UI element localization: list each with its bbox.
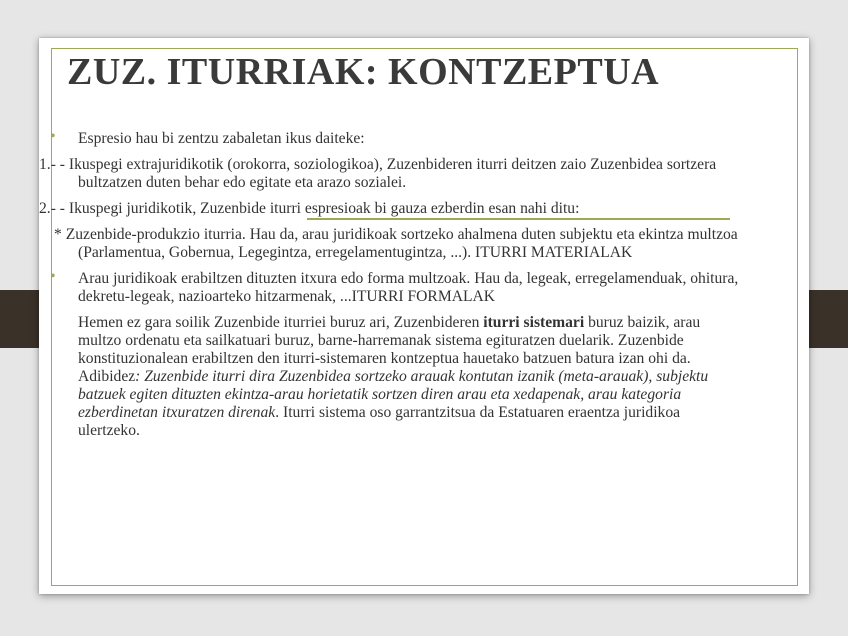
paragraph-1 (39, 130, 739, 148)
paragraph-3-text: 2.- - Ikuspegi juridikotik, Zuzenbide iturri espresioak bi gauza ezberdin esan nahi ditu: (39, 200, 580, 217)
paragraph-2 (39, 156, 739, 192)
paragraph-5 (39, 270, 739, 306)
paragraph-6-text-b: buruz baizik, arau multzo ordenatu eta sailkatuari buruz, barne-harremanak sistema egituratzen duelarik. Zuzenbide konstituzionalean erabiltzen den iturri-sistemaren kontzeptua hauetako batzuen batura izan ohi da. Adibidez (78, 314, 701, 385)
bullet-icon: • (50, 128, 56, 145)
bullet-icon: • (50, 268, 56, 285)
paragraph-6-bold: iturri sistemari (483, 314, 585, 331)
paragraph-2-text: 1.- - Ikuspegi extrajuridikotik (orokorra, soziologikoa), Zuzenbideren iturri deitzen zaio Zuzenbidea sortzera bultzatzen duten behar edo egitate eta arazo sozialei. (39, 156, 717, 191)
paragraph-6 (39, 314, 739, 440)
paragraph-6-text-c: . Iturri sistema oso garrantzitsua da Estatuaren eraentza juridikoa ulertzeko. (78, 404, 681, 439)
paragraph-6-text-a: Hemen ez gara soilik Zuzenbide iturriei buruz ari, Zuzenbideren (78, 314, 484, 331)
paragraph-6-italic: : Zuzenbide iturri dira Zuzenbidea sortzeko arauak kontutan izanik (meta-arauak), subjektu batzuek egiten dituzten ekintza-arau horietatik sortzen diren arau eta xedapenak, arau kategoria ezberdinetan itxuratzen direnak (78, 368, 709, 421)
paragraph-4 (39, 226, 739, 262)
paragraph-5-text: Arau juridikoak erabiltzen dituzten itxura edo forma multzoak. Hau da, legeak, erregelamenduak, ohitura, dekretu-legeak, nazioarteko hitzarmenak, ...ITURRI FORMALAK (78, 270, 739, 305)
paragraph-1-text: Espresio hau bi zentzu zabaletan ikus daiteke: (78, 130, 365, 147)
paragraph-4-text: * Zuzenbide-produkzio iturria. Hau da, arau juridikoak sortzeko ahalmena duten subjektu eta ekintza multzoa (Parlamentua, Gobernua, Legegintza, erregelamentugintza, ...). ITURRI MATERIALAK (54, 226, 738, 261)
slide-title: ZUZ. ITURRIAK: KONTZEPTUA (67, 51, 660, 93)
slide (39, 38, 809, 594)
slide-body (39, 130, 739, 440)
paragraph-3 (39, 200, 739, 218)
